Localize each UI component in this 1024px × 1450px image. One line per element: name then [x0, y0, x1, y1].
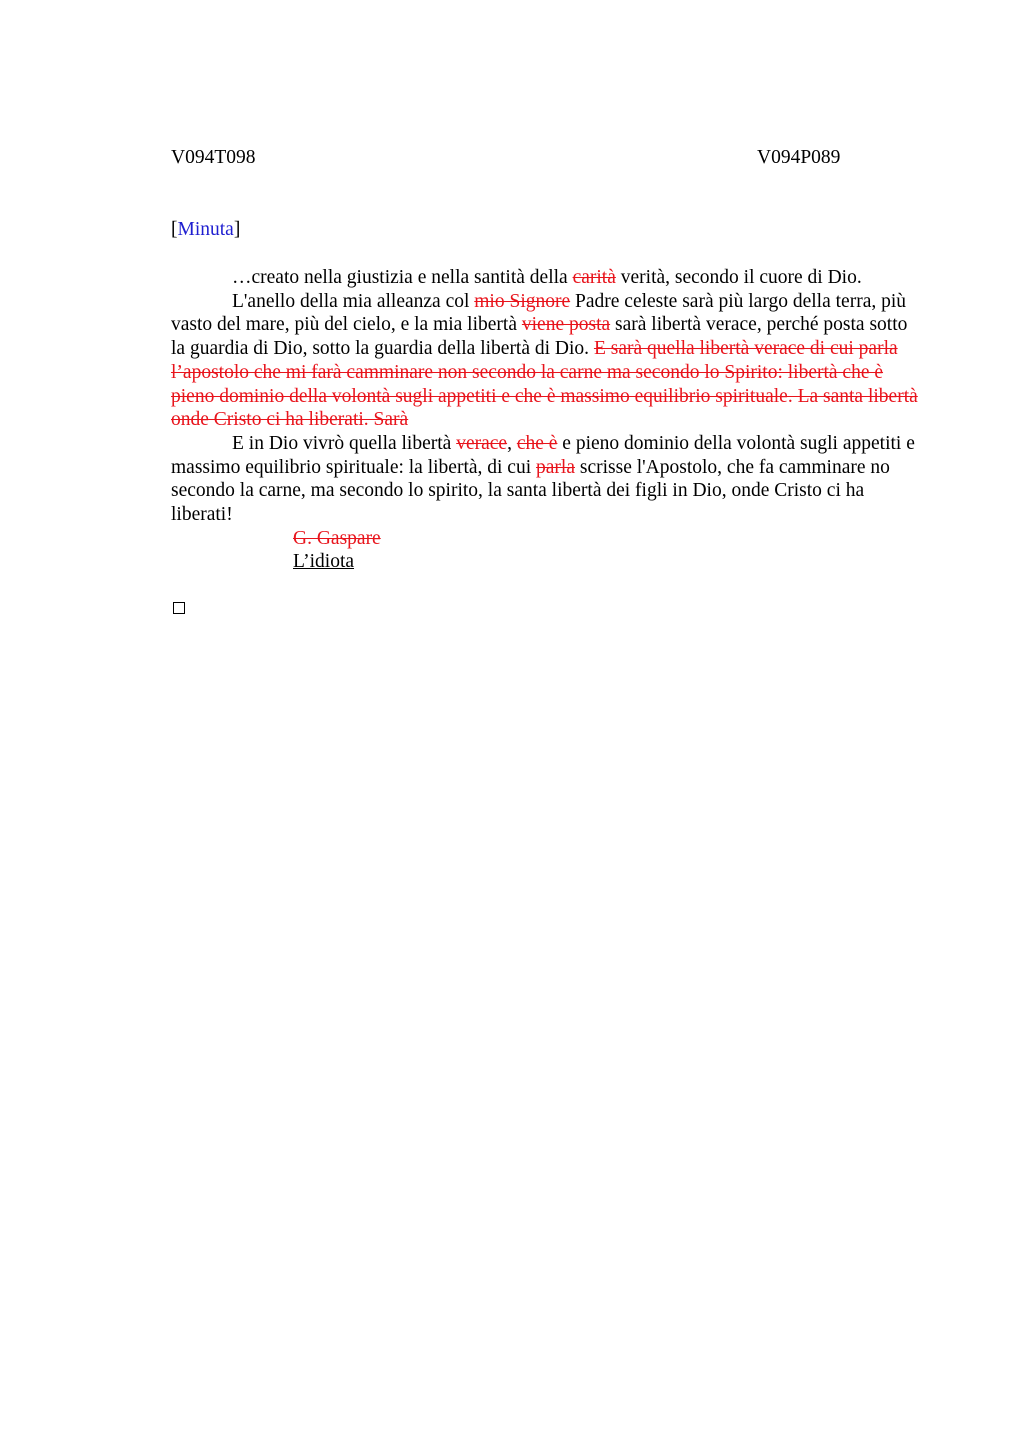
p1-deletion-1: carità — [572, 267, 616, 288]
p3-text-c: e pieno dominio della volontà sugli appetiti e massimo equilibrio spirituale: la libertà, di cui — [171, 432, 915, 478]
header-left-code: V094T098 — [171, 147, 256, 168]
paragraph-1 — [171, 266, 921, 290]
p3-deletion-3: parla — [536, 456, 575, 478]
p1-text-a: …creato nella giustizia e nella santità della — [232, 267, 573, 288]
p2-text-c: sarà libertà verace, perché posta sotto la guardia di Dio, sotto la guardia della libertà di Dio. — [171, 314, 908, 360]
p2-text-a: L'anello della mia alleanza col — [232, 290, 475, 312]
p3-deletion-1: verace — [456, 432, 508, 454]
deleted-signature-name: G. Gaspare — [293, 527, 381, 549]
empty-square-icon — [173, 602, 185, 614]
letter-body — [171, 266, 921, 574]
paragraph-3 — [171, 432, 921, 527]
header-right-code: V094P089 — [757, 147, 841, 168]
label-close-bracket: ] — [233, 219, 241, 240]
document-label — [171, 219, 240, 241]
p3-text-b: , — [507, 432, 517, 454]
p3-deletion-2: che è — [516, 432, 558, 454]
p2-deletion-1: mio Signore — [474, 290, 571, 312]
p3-text-d: scrisse l'Apostolo, che fa camminare no secondo la carne, ma secondo lo spirito, la santa libertà dei figli in Dio, onde Cristo ci ha liberati! — [171, 456, 890, 526]
label-text: Minuta — [177, 219, 234, 240]
p2-deletion-3: E sarà quella libertà verace di cui parla l’apostolo che mi farà camminare non secondo la carne ma secondo lo Spirito: libertà che è pieno dominio della volontà sugli appetiti e che è massimo equilibrio spirituale. La santa libertà onde Cristo ci ha liberati. Sarà — [171, 338, 918, 431]
signature-deleted — [171, 527, 921, 551]
paragraph-2 — [171, 290, 921, 432]
p2-deletion-2: viene posta — [521, 314, 611, 336]
p3-text-a: E in Dio vivrò quella libertà — [232, 432, 457, 454]
signature-name: L’idiota — [293, 551, 355, 573]
p1-text-b: verità, secondo il cuore di Dio. — [615, 267, 862, 288]
signature — [171, 550, 921, 574]
label-open-bracket: [ — [171, 219, 178, 240]
p2-text-b: Padre celeste sarà più largo della terra, più vasto del mare, più del cielo, e la mia libertà — [171, 290, 907, 336]
